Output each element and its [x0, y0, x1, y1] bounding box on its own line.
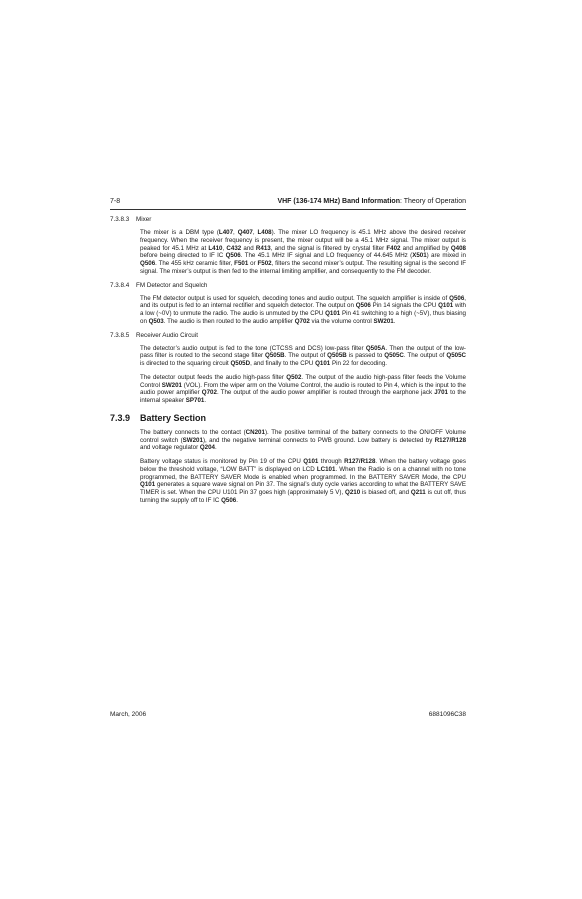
component-reference: R127/R128 [344, 458, 376, 465]
running-title [277, 198, 466, 205]
text-run: ) are mixed in [426, 252, 466, 260]
text-run: . [204, 397, 207, 404]
component-reference: Q204 [199, 444, 215, 452]
component-reference: L408 [257, 229, 272, 236]
page-number: 7-8 [110, 198, 121, 205]
fm-detector-paragraph [140, 295, 466, 326]
text-run: ). The mixer LO frequency is 45.1 MHz above the desired receiver frequency. When the receiver frequency is present, the mixer output will be a 45.1 MHz signal. The mixer output is peaked for 45.1 MHz at [140, 229, 466, 252]
text-run: . The 455 kHz ceramic filter, [155, 260, 235, 267]
receiver-audio-paragraph-2 [140, 374, 466, 405]
text-run: ), and the negative terminal connects to PWB ground. Low battery is detected by [202, 436, 435, 444]
header-rule [110, 209, 466, 210]
subsection-number: 7.3.8.4 [110, 281, 130, 289]
component-reference: Q101 [303, 458, 319, 465]
subsection-heading-mixer [110, 216, 466, 223]
text-run: . The output of the audio power amplifier is routed through the earphone jack [216, 389, 435, 397]
text-run: . The output of [284, 352, 328, 360]
text-run: . Then the output of the low-pass filter is routed to the second stage filter [140, 344, 466, 360]
text-run: with a low (~0V) to unmute the radio. The audio is unmuted by the CPU [140, 302, 466, 317]
text-run: , and the signal is filtered by crystal filter [270, 244, 387, 252]
battery-paragraph-1 [140, 429, 466, 452]
subsection-title: Mixer [136, 216, 152, 223]
component-reference: F501 [234, 260, 249, 267]
component-reference: F502 [257, 260, 272, 267]
component-reference: Q210 [345, 489, 361, 496]
text-run: Pin 14 signals the CPU [370, 302, 439, 310]
text-run: . The 45.1 MHz IF signal and LO frequency of 44.645 MHz ( [240, 252, 413, 260]
component-reference: Q506 [355, 302, 371, 310]
component-reference: X501 [412, 252, 427, 260]
text-run: Battery voltage status is monitored by Pin 19 of the CPU [140, 458, 304, 465]
component-reference: SW201 [161, 381, 182, 389]
text-run: ). The positive terminal of the battery connects to the ON/OFF Volume control switch ( [140, 428, 466, 444]
text-run: Pin 22 for decoding. [330, 360, 387, 367]
component-reference: Q506 [221, 496, 237, 504]
component-reference: CN201 [245, 428, 265, 436]
component-reference: Q505B [327, 352, 347, 360]
component-reference: R413 [255, 244, 271, 252]
section-title: Battery Section [140, 412, 207, 423]
component-reference: Q101 [140, 481, 156, 489]
text-run: Pin 41 switching to a high (~5V), thus biasing on [140, 310, 466, 325]
text-run: . When the battery voltage goes below the threshold voltage, “LOW BATT” is displayed on LCD [140, 458, 466, 473]
component-reference: Q505B [265, 352, 285, 360]
component-reference: Q505A [365, 344, 386, 352]
mixer-paragraph [140, 229, 466, 276]
subsection-heading-receiver-audio [110, 332, 466, 339]
battery-paragraph-2 [140, 458, 466, 505]
text-run: , and its output is fed to an internal rectifier and squelch detector. The output on [140, 294, 466, 310]
text-run: is biased off, and [360, 489, 411, 496]
text-run: The detector output feeds the audio high-pass filter [140, 373, 287, 381]
text-run: , and finally to the CPU [250, 360, 316, 367]
subsection-title: Receiver Audio Circuit [136, 331, 198, 339]
text-run: . The output of [403, 352, 447, 360]
component-reference: L410 [208, 244, 223, 252]
subsection-heading-fm-detector [110, 282, 466, 289]
text-run: The battery connects to the contact ( [140, 428, 246, 436]
component-reference: Q702 [201, 389, 217, 397]
page-body [110, 216, 466, 511]
text-run: The FM detector output is used for squelch, decoding tones and audio output. The squelch amplifier is inside of [140, 294, 450, 302]
component-reference: Q408 [450, 244, 466, 252]
component-reference: Q506 [449, 294, 465, 302]
text-run: generates a square wave signal on Pin 37. The signal’s duty cycle varies according to what the BATTERY SAVE TIMER is set. When the CPU U101 Pin 37 goes high (approximately 5 V), [140, 481, 466, 496]
component-reference: J701 [434, 389, 448, 397]
component-reference: Q505C [446, 352, 466, 360]
text-run: via the volume control [309, 317, 374, 325]
text-run: or [248, 260, 258, 267]
text-run: , [233, 229, 238, 236]
text-run: , filters the second mixer’s output. The resulting signal is the second IF signal. The mixer’s output is then fed to the internal limiting amplifier, and consequently to the FM decoder. [140, 260, 466, 275]
footer-date: March, 2006 [110, 711, 147, 718]
component-reference: Q211 [410, 489, 426, 496]
subsection-number: 7.3.8.5 [110, 331, 130, 339]
component-reference: Q101 [315, 360, 331, 367]
text-run: . [215, 444, 217, 452]
text-run: The detector’s audio output is fed to the tone (CTCSS and DCS) low-pass filter [140, 344, 366, 352]
component-reference: Q505C [384, 352, 404, 360]
component-reference: Q503 [148, 317, 164, 325]
text-run: The mixer is a DBM type ( [140, 229, 219, 236]
receiver-audio-paragraph-1 [140, 345, 466, 368]
section-heading-battery [110, 413, 466, 423]
component-reference: Q502 [286, 373, 302, 381]
component-reference: Q702 [294, 317, 310, 325]
component-reference: F402 [386, 244, 401, 252]
subsection-title: FM Detector and Squelch [136, 281, 208, 289]
text-run: is directed to the squaring circuit [140, 360, 231, 367]
component-reference: Q101 [325, 310, 341, 317]
component-reference: L407 [218, 229, 234, 236]
component-reference: SW201 [182, 436, 203, 444]
text-run: before being directed to IF IC [140, 252, 226, 260]
text-run: , [222, 244, 227, 252]
text-run: (VOL). From the wiper arm on the Volume Control, the audio is routed to Pin 4, which is the input to the audio power amplifier [140, 381, 466, 397]
running-title-band: VHF (136-174 MHz) Band Information [277, 198, 400, 205]
component-reference: Q407 [237, 229, 253, 236]
text-run: and [241, 244, 256, 252]
component-reference: SP701 [185, 397, 205, 404]
text-run: through [318, 458, 345, 465]
text-run: , [252, 229, 258, 236]
component-reference: Q505D [230, 360, 251, 367]
component-reference: Q506 [140, 260, 156, 267]
text-run: . [393, 317, 396, 325]
component-reference: SW201 [373, 317, 394, 325]
page-header [110, 198, 466, 210]
text-run: . The output of the audio high-pass filter feeds the Volume Control [140, 373, 466, 389]
text-run: . The audio is then routed to the audio amplifier [163, 317, 295, 325]
text-run: is cut off, thus turning the supply off to IF IC [140, 489, 467, 504]
component-reference: C432 [226, 244, 242, 252]
text-run: . [236, 496, 238, 504]
text-run: is passed to [346, 352, 385, 360]
text-run: . When the Radio is on a channel with no tone programmed, the BATTERY SAVER Mode is enabled when programmed. In the BATTERY SAVER Mode, the CPU [140, 465, 466, 481]
section-number: 7.3.9 [110, 412, 131, 423]
text-run: to the internal speaker [140, 389, 467, 404]
text-run: and voltage regulator [140, 444, 200, 452]
footer-doc-number: 6881096C38 [428, 711, 466, 718]
component-reference: LC101 [316, 465, 336, 473]
component-reference: R127/R128 [434, 436, 467, 444]
subsection-number: 7.3.8.3 [110, 216, 130, 223]
running-title-topic: : Theory of Operation [399, 198, 466, 205]
component-reference: Q101 [438, 302, 454, 310]
component-reference: Q506 [225, 252, 241, 260]
text-run: and amplified by [400, 244, 451, 252]
